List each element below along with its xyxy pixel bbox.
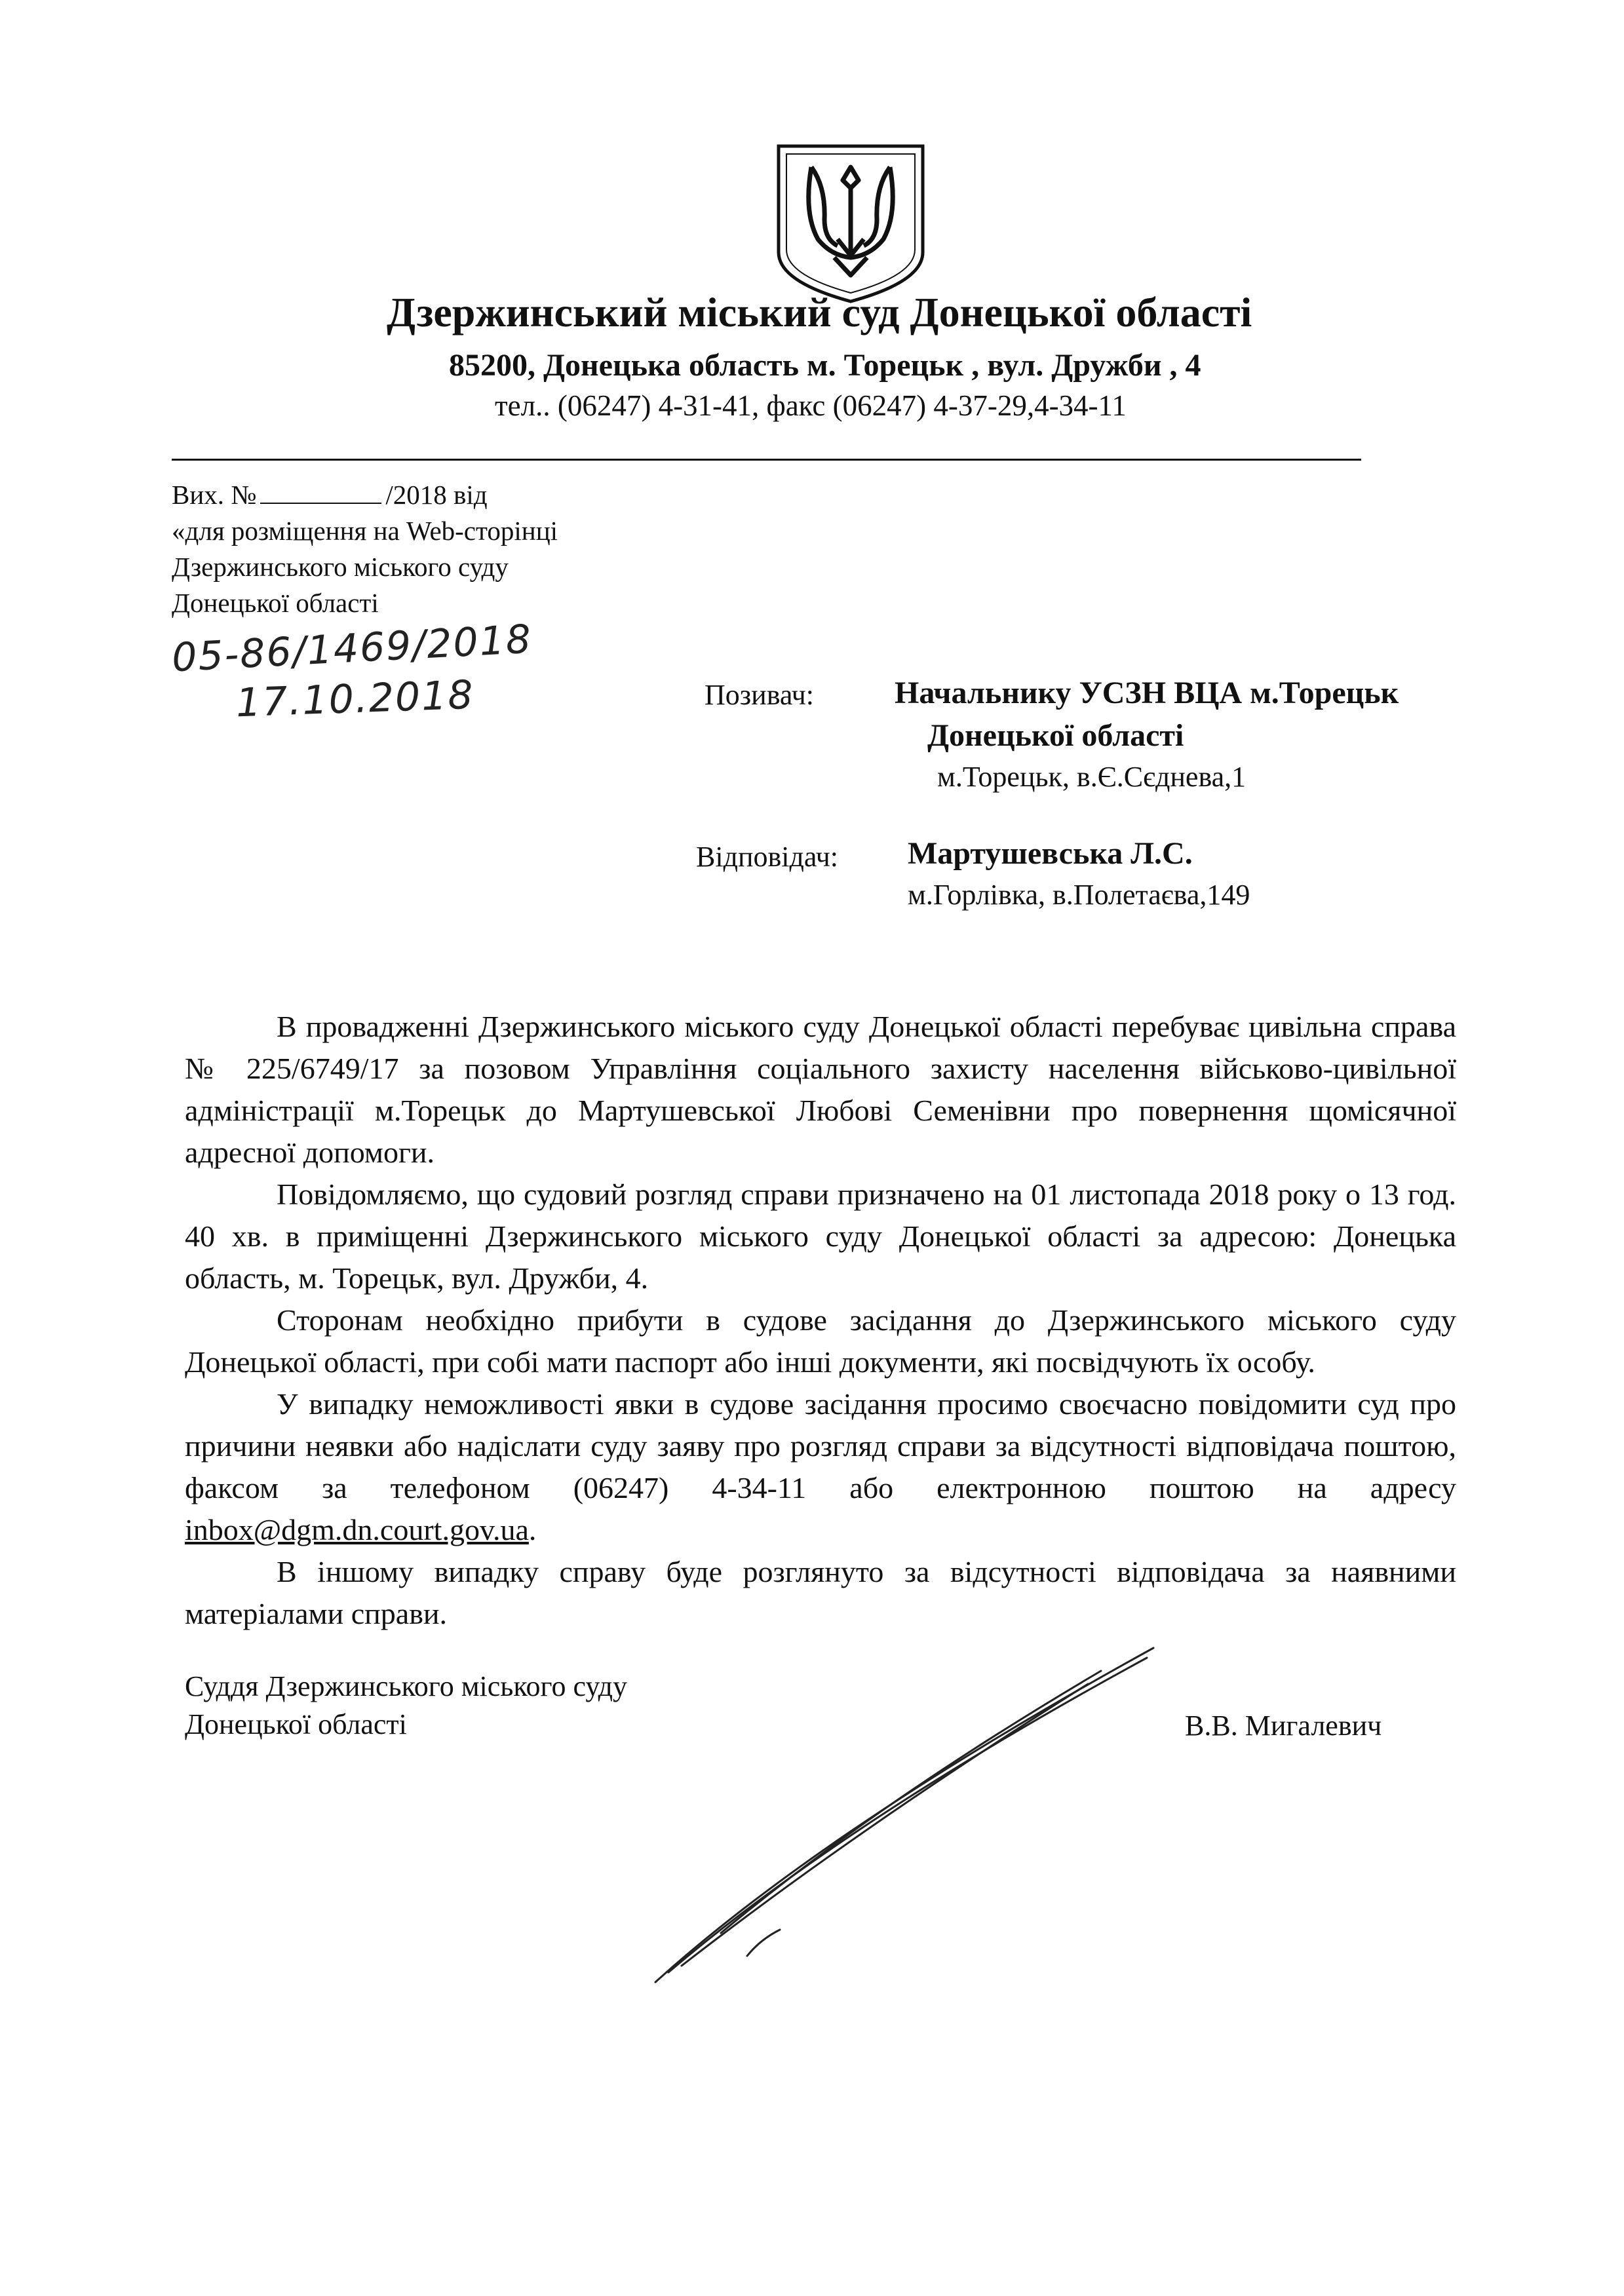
handwritten-reg-date: 17.10.2018 <box>235 672 475 727</box>
outgoing-reference <box>172 477 558 621</box>
body-paragraph-1: В провадженні Дзержинського міського суду Донецької області перебуває цивільна справа № 225/6749/17 за позовом Управління соціального захисту населення військово-цивільної адміністрації м.Торецьк до Мартушевської Любові Семенівни про повернення щомісячної адресної допомоги. <box>185 1010 1456 1169</box>
defendant-address: м.Горлівка, в.Полетаєва,149 <box>908 879 1250 911</box>
plaintiff-name-line1: Начальнику УСЗН ВЦА м.Торецьк <box>895 676 1399 710</box>
body-paragraph-4 <box>185 1383 1456 1551</box>
outgoing-line-3: Дзержинського міського суду <box>172 552 509 582</box>
outgoing-number-prefix: Вих. № <box>172 480 257 510</box>
outgoing-line-4: Донецької області <box>172 588 379 618</box>
defendant-label: Відповідач: <box>696 841 839 873</box>
signer-title <box>185 1668 627 1744</box>
body-paragraph-3: Сторонам необхідно прибути в судове засідання до Дзержинського міського суду Донецької області, при собі мати паспорт або інші документи, які посвідчують їх особу. <box>185 1303 1456 1379</box>
court-address: 85200, Донецька область м. Торецьк , вул. Дружби , 4 <box>449 348 1201 383</box>
signer-title-line1: Суддя Дзержинського міського суду <box>185 1670 628 1702</box>
plaintiff-name-line2: Донецької області <box>927 718 1184 753</box>
court-email-link[interactable]: inbox@dgm.dn.court.gov.ua <box>185 1513 529 1546</box>
signer-name: В.В. Мигалевич <box>1185 1710 1382 1742</box>
body-paragraph-5: В іншому випадку справу буде розглянуто за відсутності відповідача за наявними матеріалами справи. <box>185 1555 1456 1630</box>
handwritten-reg-number: 05-86/1469/2018 <box>170 616 533 681</box>
court-name: Дзержинський міський суд Донецької області <box>387 289 1252 335</box>
body-paragraph-2: Повідомляємо, що судовий розгляд справи призначено на 01 листопада 2018 року о 13 год. 40 хв. в приміщенні Дзержинського міського суду Донецької області за адресою: Донецька область, м. Торецьк, вул. Дружби, 4. <box>185 1177 1456 1295</box>
defendant-name: Мартушевська Л.С. <box>908 836 1193 871</box>
handwritten-signature <box>629 1632 1186 1999</box>
outgoing-number-line <box>172 477 558 513</box>
court-contacts: тел.. (06247) 4-31-41, факс (06247) 4-37-29,4-34-11 <box>495 389 1127 422</box>
signer-title-line2: Донецької області <box>185 1708 407 1740</box>
letter-body <box>185 1006 1456 1635</box>
body-paragraph-4-end: . <box>528 1513 537 1546</box>
header-divider <box>172 459 1361 461</box>
plaintiff-address: м.Торецьк, в.Є.Сєднева,1 <box>937 761 1247 793</box>
body-paragraph-4-text: У випадку неможливості явки в судове засідання просимо своєчасно повідомити суд про причини неявки або надіслати суду заяву про розгляд справи за відсутності відповідача поштою, факсом за телефоном (06247) 4-34-11 або електронною поштою на адресу <box>185 1387 1456 1504</box>
outgoing-number-blank <box>260 483 381 504</box>
outgoing-number-suffix: /2018 від <box>385 480 488 510</box>
outgoing-line-2: «для розміщення на Web-сторінці <box>172 516 558 546</box>
coat-of-arms-icon <box>772 141 929 305</box>
plaintiff-label: Позивач: <box>705 679 815 711</box>
